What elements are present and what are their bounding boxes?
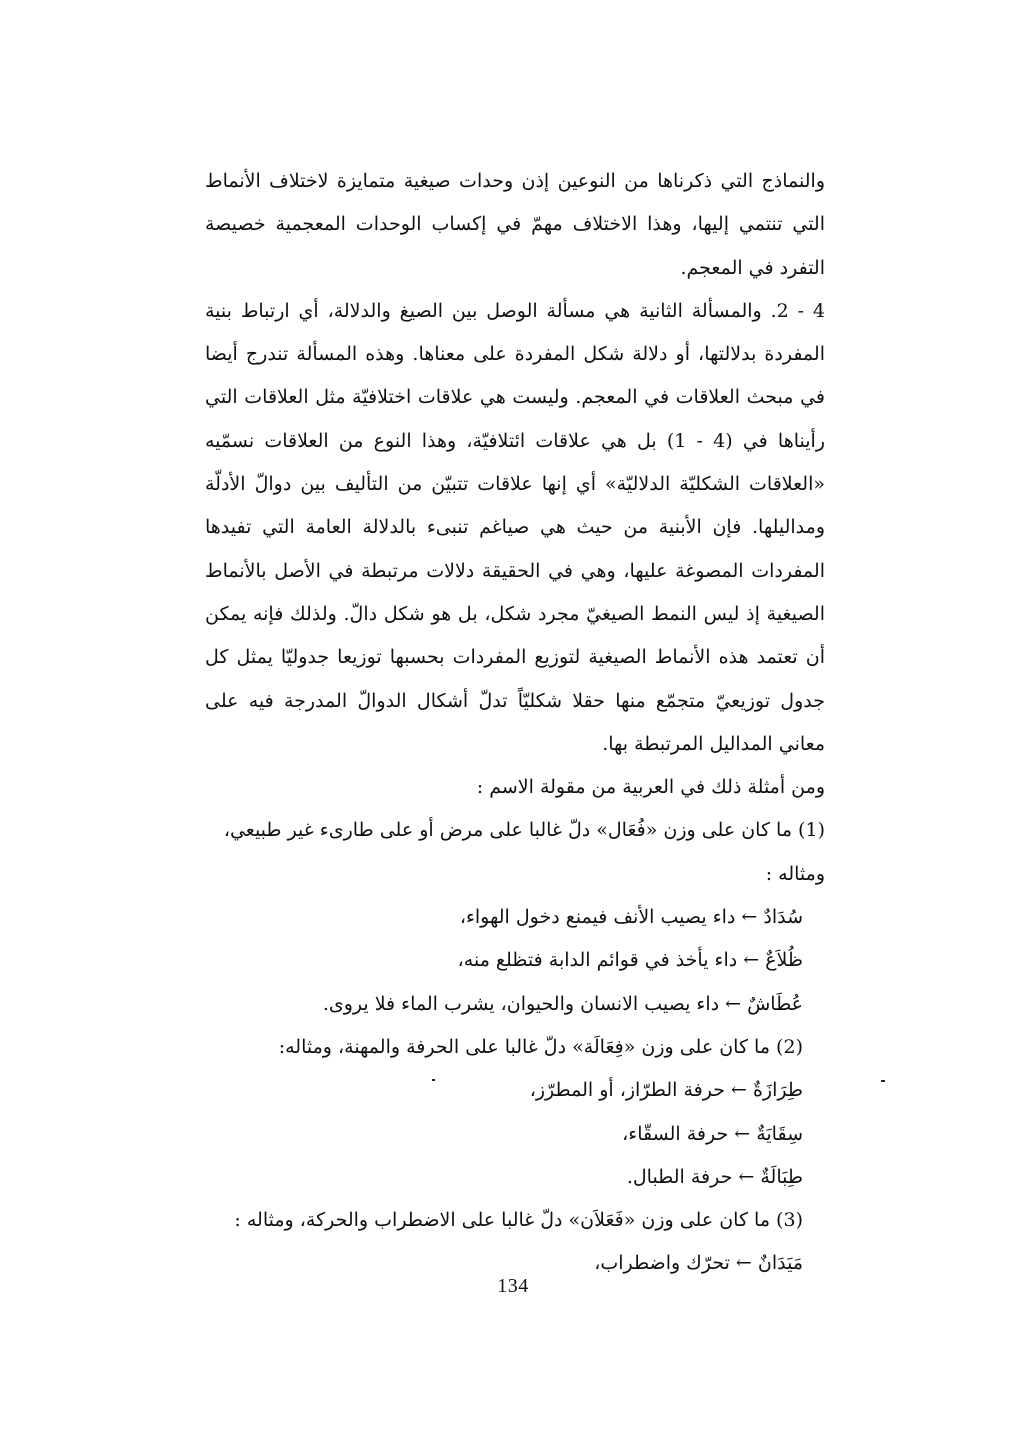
pattern-3-text: (3) ما كان على وزن «فَعَلاَن» دلّ غالبا على الاضطراب والحركة، ومثاله : [234,1209,803,1232]
example-item: مَيَدَانٌ ← تحرّك واضطراب، [594,1252,803,1275]
scan-speck [432,1079,435,1081]
scan-speck [881,1080,885,1082]
paragraph-1: والنماذج التي ذكرناها من النوعين إذن وحدات صيغية متمايزة لاختلاف الأنماط التي تنتمي إليها، وهذا الاختلاف مهمّ في إكساب الوحدات المعجمية خصيصة التفرد في المعجم. [205,170,825,279]
pattern-1-text: (1) ما كان على وزن «فُعَال» دلّ غالبا على مرض أو على طارىء غير طبيعي، [223,819,825,842]
paragraph-2: 4 - 2. والمسألة الثانية هي مسألة الوصل بين الصيغ والدلالة، أي ارتباط بنية المفردة بدلالتها، أو دلالة شكل المفردة على معناها. وهذه المسألة تندرج أيضا في مبحث العلاقات في المعجم. وليست هي علاقات اختلافيّة مثل العلاقات التي رأيناها في (4 - 1) بل هي علاقات ائتلافيّة، وهذا النوع من العلاقات نسمّيه «العلاقات الشكليّة الدلاليّة» أي إنها علاقات تتبيّن من التأليف بين دوالّ الأدلّة ومداليلها. فإن الأبنية من حيث هي صياغم تنبىء بالدلالة العامة التي تفيدها المفردات المصوغة عليها، وهي في الحقيقة دلالات مرتبطة في الأصل بالأنماط الصيغية إذ ليس النمط الصيغيّ مجرد شكل، بل هو شكل دالّ. ولذلك فإنه يمكن أن تعتمد هذه الأنماط الصيغية لتوزيع المفردات بحسبها توزيعا جدوليّا يمثل كل جدول توزيعيّ متجمّع منها حقلا شكليّاً تدلّ أشكال الدوالّ المدرجة فيه على معاني المداليل المرتبطة بها. [205,299,825,755]
example-item: طِرَازَةٌ ← حرفة الطرّاز، أو المطرّز، [529,1079,803,1102]
body-text [205,160,825,1286]
example-item: طِبَالَةٌ ← حرفة الطبال. [626,1165,803,1188]
example-item: ظُلاَعٌ ← داء يأخذ في قوائم الدابة فتظلع منه، [457,949,803,972]
example-item: سُدَادٌ ← داء يصيب الأنف فيمنع دخول الهواء، [459,906,803,929]
intro-line: ومن أمثلة ذلك في العربية من مقولة الاسم : [476,776,825,799]
page-number: 134 [497,1275,529,1297]
pattern-2-text: (2) ما كان على وزن «فِعَالَة» دلّ غالبا على الحرفة والمهنة، ومثاله: [278,1035,803,1058]
example-item: سِقَايَةٌ ← حرفة السقّاء، [622,1122,803,1145]
example-item: عُطَاشٌ ← داء يصيب الانسان والحيوان، يشرب الماء فلا يروى. [322,992,803,1015]
pattern-1-mithaluh: ومثاله : [765,862,825,885]
